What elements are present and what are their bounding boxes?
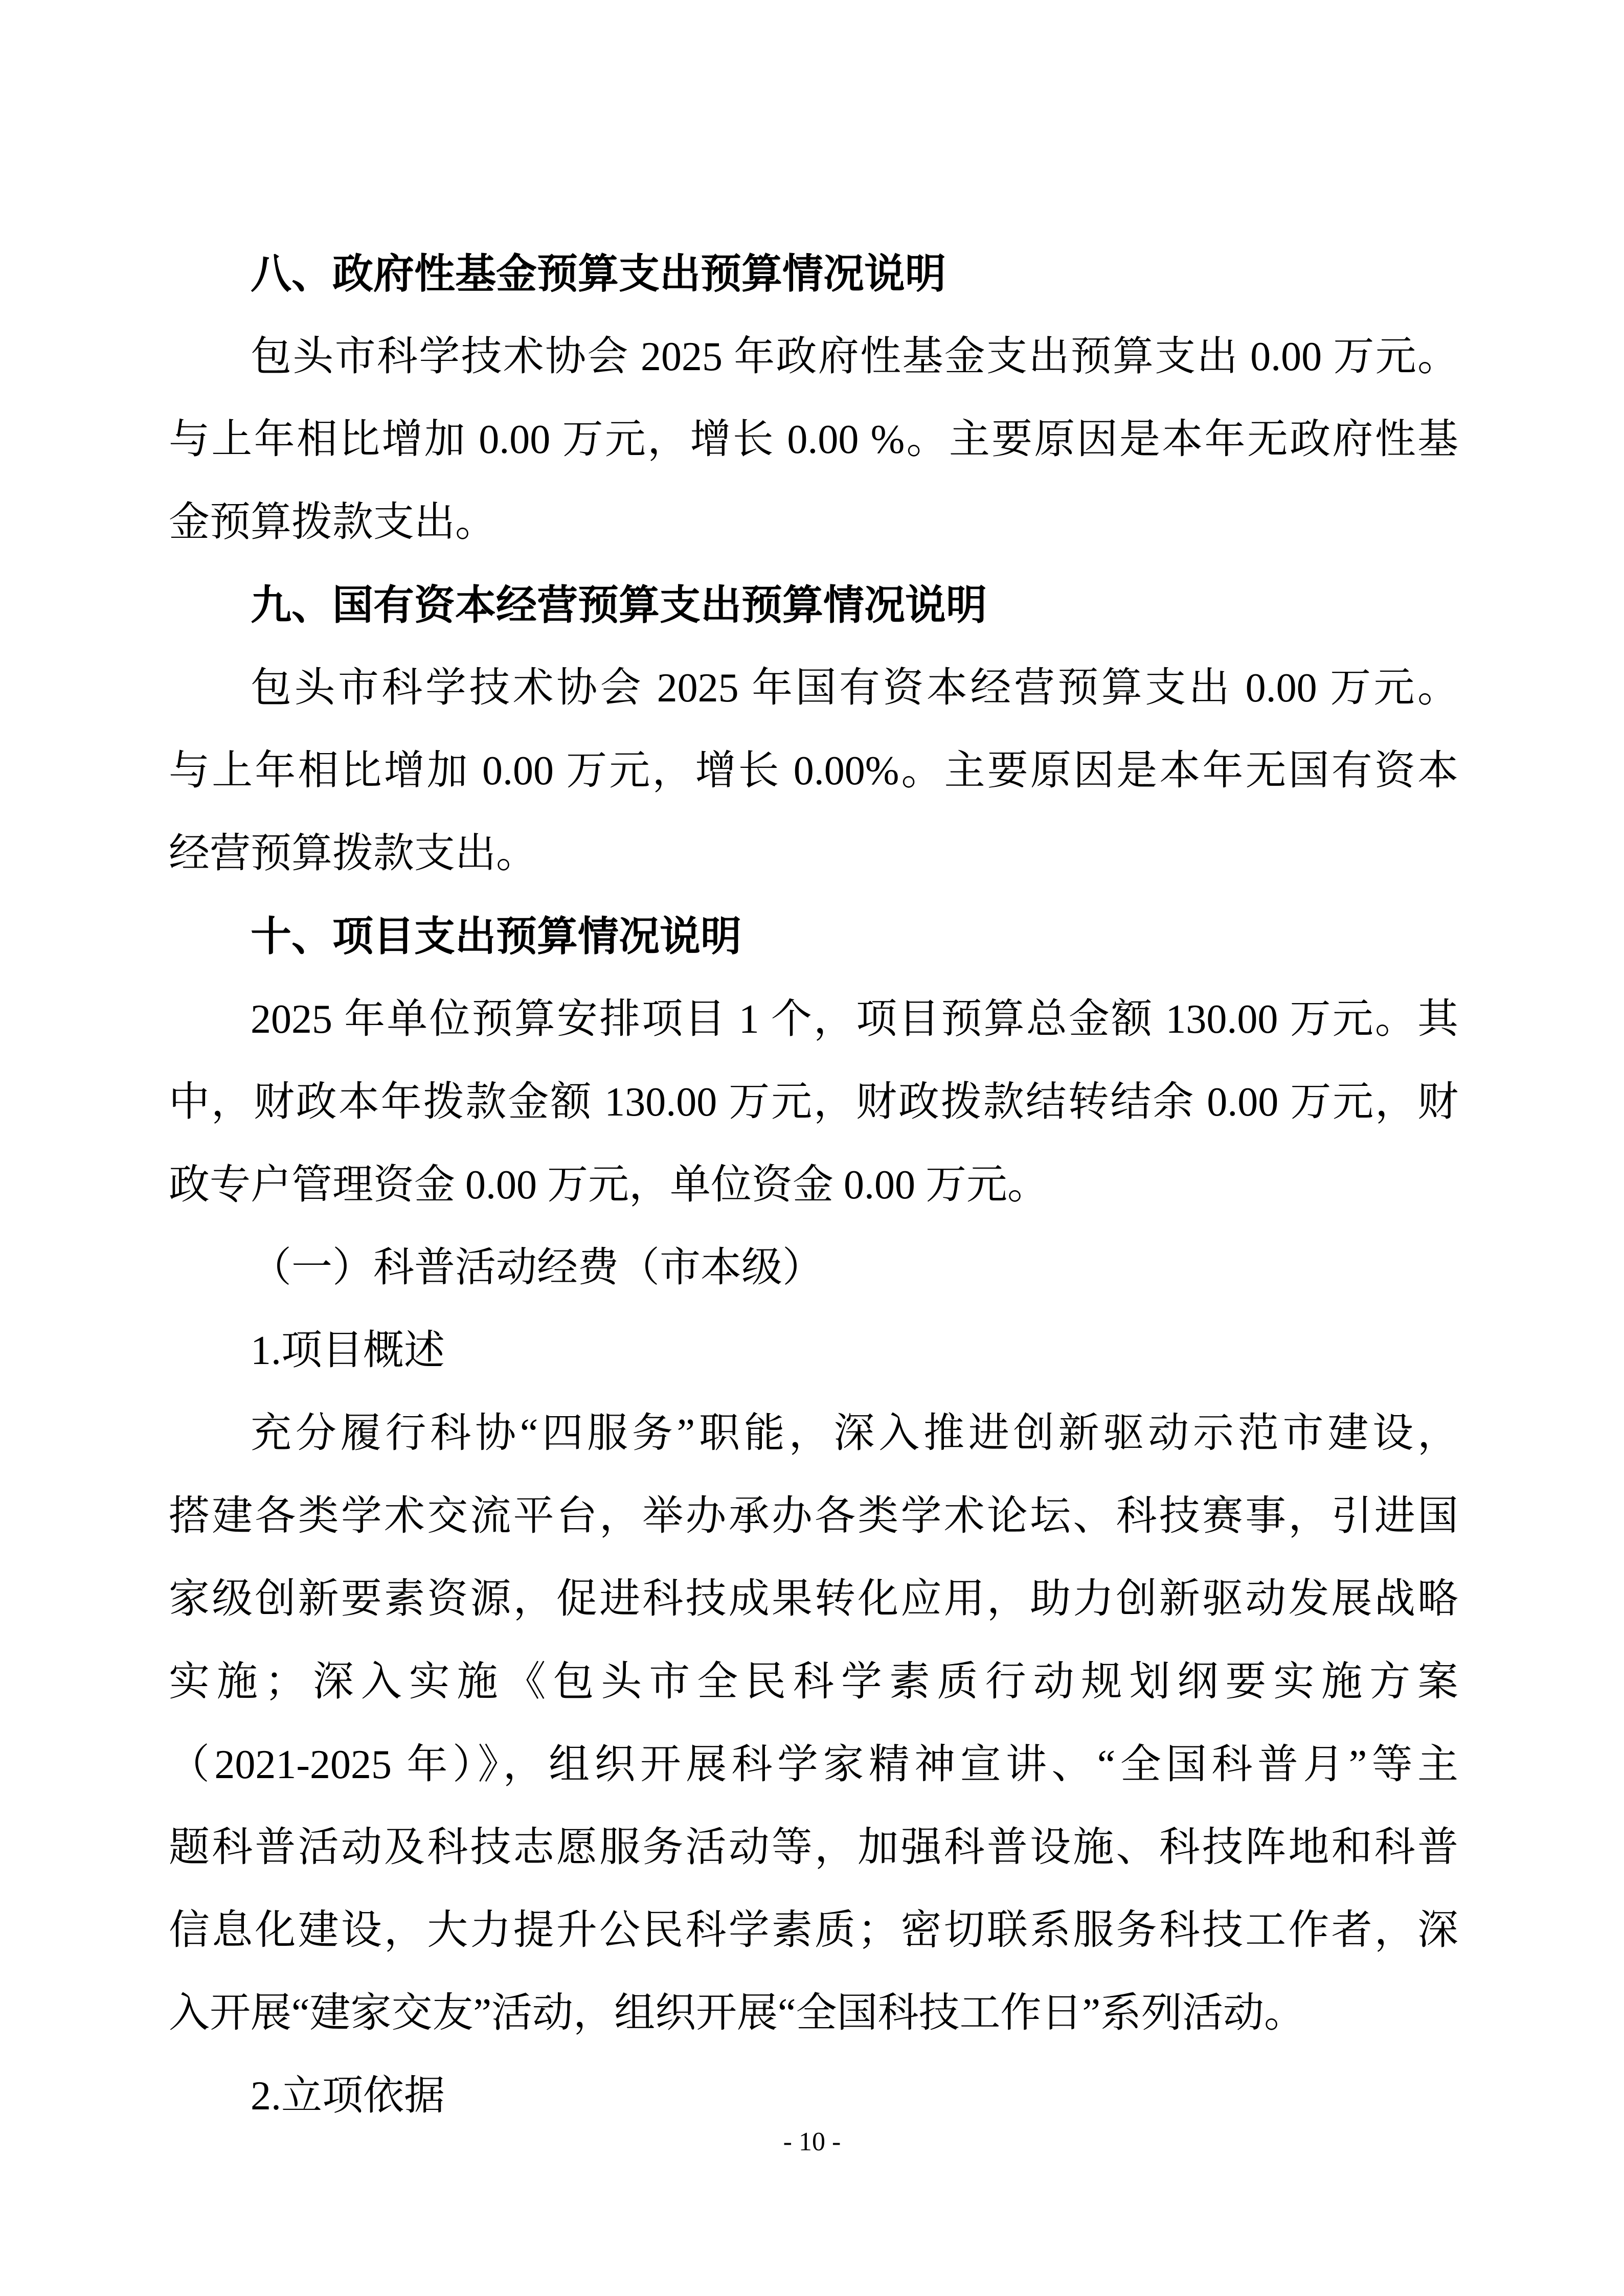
body-line: 包头市科学技术协会 2025 年政府性基金支出预算支出 0.00 万元。 [251, 334, 1458, 379]
body-line: 包头市科学技术协会 2025 年国有资本经营预算支出 0.00 万元。 [251, 666, 1458, 711]
body-line: 2025 年单位预算安排项目 1 个，项目预算总金额 130.00 万元。其 [251, 997, 1458, 1042]
body-line: 2.立项依据 [251, 2074, 445, 2119]
body-line: 信息化建设，大力提升公民科学素质；密切联系服务科技工作者，深 [169, 1908, 1458, 1953]
body-line: 金预算拨款支出。 [169, 500, 496, 545]
body-line: 政专户管理资金 0.00 万元，单位资金 0.00 万元。 [169, 1163, 1048, 1208]
body-line: 题科普活动及科技志愿服务活动等，加强科普设施、科技阵地和科普 [169, 1825, 1458, 1870]
body-line: （一）科普活动经费（市本级） [251, 1245, 823, 1290]
body-line: 经营预算拨款支出。 [169, 831, 537, 876]
body-line: 家级创新要素资源，促进科技成果转化应用，助力创新驱动发展战略 [169, 1577, 1458, 1622]
body-line: 入开展“建家交友”活动，组织开展“全国科技工作日”系列活动。 [169, 1991, 1305, 2036]
body-line: 充分履行科协“四服务”职能，深入推进创新驱动示范市建设， [251, 1411, 1458, 1456]
body-line: 中，财政本年拨款金额 130.00 万元，财政拨款结转结余 0.00 万元，财 [169, 1080, 1458, 1125]
section-heading: 八、政府性基金预算支出预算情况说明 [251, 251, 946, 297]
section-heading: 九、国有资本经营预算支出预算情况说明 [251, 582, 987, 628]
document-body [169, 233, 1458, 2138]
body-line: 实施；深入实施《包头市全民科学素质行动规划纲要实施方案 [169, 1660, 1458, 1704]
body-line: 与上年相比增加 0.00 万元，增长 0.00 %。主要原因是本年无政府性基 [169, 417, 1458, 462]
body-line: 1.项目概述 [251, 1328, 445, 1373]
section-heading: 十、项目支出预算情况说明 [251, 914, 741, 959]
body-line: 与上年相比增加 0.00 万元，增长 0.00%。主要原因是本年无国有资本 [169, 748, 1458, 793]
body-line: （2021-2025 年）》，组织开展科学家精神宣讲、“全国科普月”等主 [169, 1742, 1458, 1787]
page-number: - 10 - [783, 2127, 841, 2156]
body-line: 搭建各类学术交流平台，举办承办各类学术论坛、科技赛事，引进国 [169, 1494, 1458, 1539]
